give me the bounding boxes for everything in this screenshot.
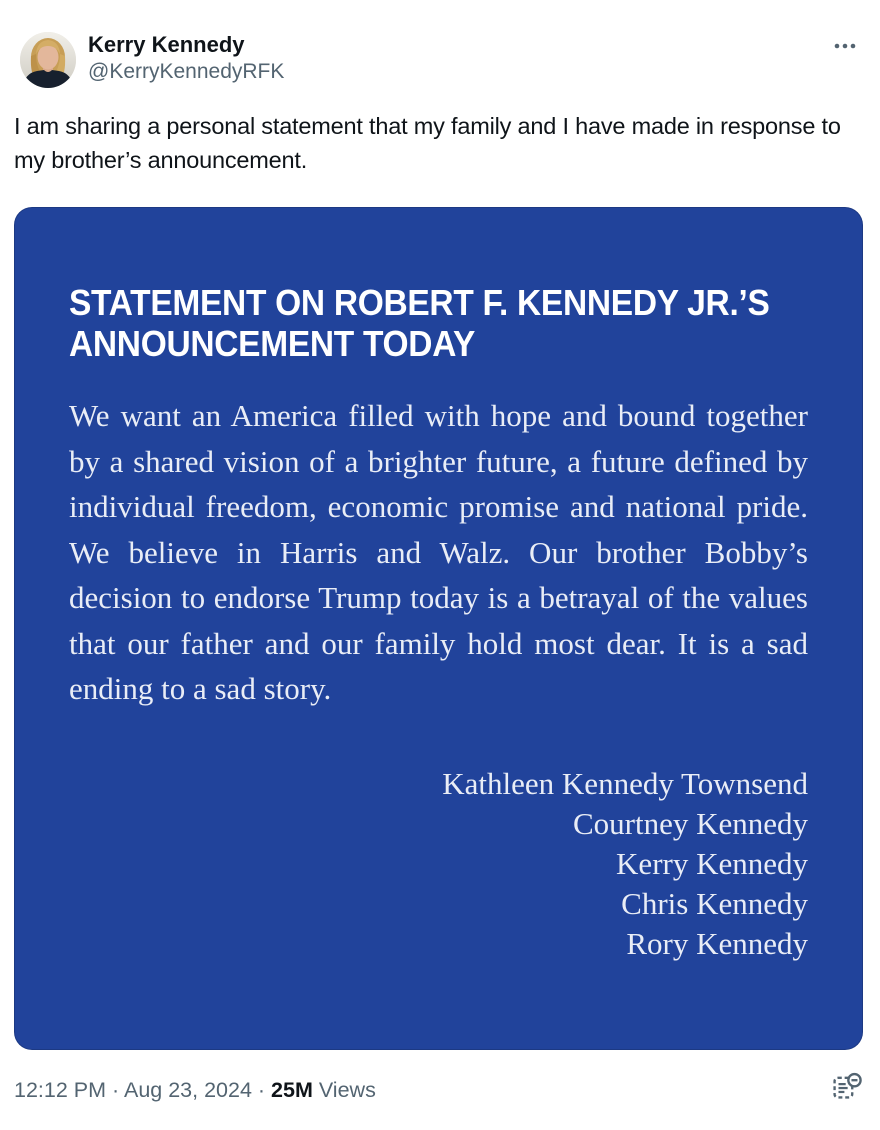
avatar-image	[20, 32, 76, 88]
post-date: Aug 23, 2024	[123, 1078, 252, 1102]
signature-name: Rory Kennedy	[626, 925, 808, 961]
signature-name: Chris Kennedy	[621, 885, 808, 921]
views-label: Views	[318, 1078, 376, 1102]
statement-signatures	[69, 764, 808, 964]
display-name[interactable]: Kerry Kennedy	[88, 32, 245, 57]
statement-body: We want an America filled with hope and bound together by a shared vision of a brighter future, a future defined by individual freedom, economic promise and national pride. We believe in Harris and Walz. Our brother Bobby’s decision to endorse Trump today is a betrayal of the values that our father and our family hold most dear. It is a sad ending to a sad story.	[69, 398, 808, 706]
user-names	[88, 31, 284, 85]
statement-heading-line1: STATEMENT ON ROBERT F. KENNEDY JR.’S	[69, 282, 770, 323]
statement-heading	[69, 282, 808, 364]
signature-name: Kathleen Kennedy Townsend	[442, 765, 808, 801]
more-button[interactable]	[828, 34, 862, 58]
more-menu-icon	[832, 33, 858, 59]
community-note-icon	[830, 1070, 864, 1104]
tweet-text: I am sharing a personal statement that my family and I have made in response to my brother’s announcement.	[14, 113, 841, 173]
signature-name: Courtney Kennedy	[572, 805, 808, 841]
statement-image[interactable]	[14, 207, 863, 1050]
meta-separator: ·	[257, 1078, 266, 1102]
post-meta[interactable]	[14, 1077, 376, 1103]
user-handle[interactable]: @KerryKennedyRFK	[88, 60, 285, 83]
views-count: 25M	[271, 1078, 313, 1102]
statement-heading-line2: ANNOUNCEMENT TODAY	[69, 323, 476, 364]
avatar[interactable]	[20, 32, 76, 88]
signature-name: Kerry Kennedy	[616, 845, 808, 881]
community-note-button[interactable]	[828, 1068, 866, 1106]
post-time: 12:12 PM	[14, 1078, 107, 1102]
meta-separator: ·	[112, 1078, 120, 1102]
